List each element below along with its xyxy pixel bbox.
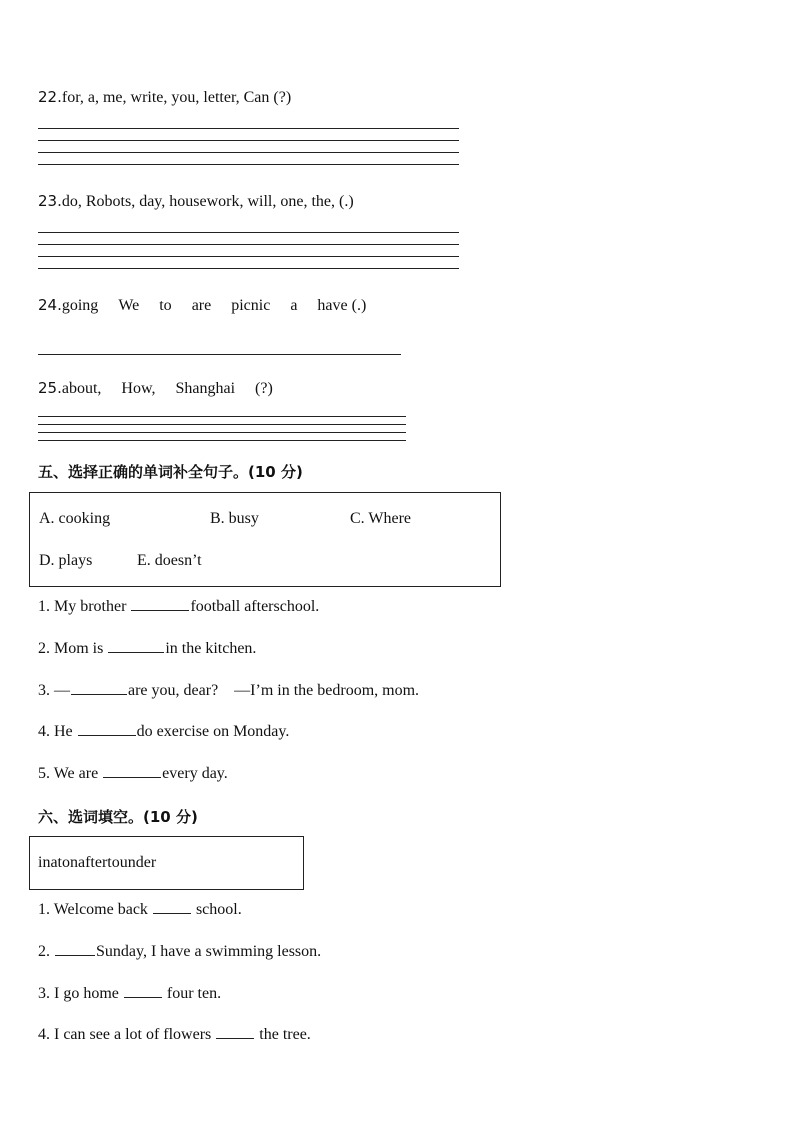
question-number: 22. [38,88,62,106]
word: going [61,297,99,314]
word: We [118,297,140,314]
answer-line[interactable] [38,440,406,441]
item-text: do exercise on Monday. [136,723,290,740]
answer-line[interactable] [38,128,459,129]
blank[interactable] [108,651,164,653]
fill-item [38,1026,311,1044]
blank[interactable] [78,734,136,736]
fill-item [38,985,221,1003]
item-text: 1. My brother [38,598,131,615]
option: A. cooking [39,510,111,527]
answer-line[interactable] [38,256,459,257]
answer-line[interactable] [38,424,406,425]
blank[interactable] [216,1037,254,1039]
item-text: 4. He [38,723,77,740]
question-prompt: for, a, me, write, you, letter, Can (?) [61,89,292,106]
blank[interactable] [131,609,189,611]
item-text: 2. Mom is [38,640,108,657]
word: Shanghai [175,380,236,397]
question-23 [38,192,354,211]
item-text: 3. — [38,682,70,699]
blank[interactable] [124,996,162,998]
item-text: in the kitchen. [165,640,257,657]
item-text: every day. [162,765,228,782]
item-text: school. [191,901,242,918]
option: C. Where [350,510,412,527]
question-24 [38,296,386,315]
answer-line[interactable] [38,140,459,141]
item-text: the tree. [255,1026,311,1043]
fill-item [38,943,321,961]
fill-item [38,640,256,658]
blank[interactable] [103,776,161,778]
section-title: 六、选词填空。(10 分) [38,808,198,826]
question-number: 23. [38,192,62,210]
word: have (.) [317,297,367,314]
item-text: four ten. [162,985,222,1002]
word-bank-box [29,836,304,890]
item-text: Sunday, I have a swimming lesson. [96,943,322,960]
word: picnic [231,297,271,314]
fill-item [38,765,228,783]
answer-line[interactable] [38,432,406,433]
answer-line[interactable] [38,416,406,417]
question-22 [38,88,291,107]
word: are [191,297,212,314]
word: to [159,297,172,314]
item-text: football afterschool. [190,598,320,615]
item-text: 4. I can see a lot of flowers [38,1026,216,1043]
options-box [29,492,501,587]
option: D. plays [39,552,93,569]
answer-line[interactable] [38,244,459,245]
option: E. doesn’t [137,552,202,569]
fill-item [38,598,319,616]
blank[interactable] [71,693,127,695]
option: B. busy [210,510,259,527]
item-text: 1. Welcome back [38,901,152,918]
blank[interactable] [55,954,95,956]
fill-item [38,723,289,741]
answer-line[interactable] [38,152,459,153]
word: How, [121,380,156,397]
item-text: 2. [38,943,54,960]
section-title: 五、选择正确的单词补全句子。(10 分) [38,463,303,481]
word-bank: inatonaftertounder [38,854,157,871]
question-25 [38,379,293,398]
question-number: 25. [38,379,62,397]
answer-line[interactable] [38,354,401,355]
word: (?) [255,380,273,397]
question-number: 24. [38,296,62,314]
item-text: are you, dear? —I’m in the bedroom, mom. [128,682,420,699]
answer-line[interactable] [38,268,459,269]
item-text: 3. I go home [38,985,123,1002]
answer-line[interactable] [38,232,459,233]
question-prompt: do, Robots, day, housework, will, one, the, (.) [61,193,354,210]
word: a [290,297,298,314]
answer-line[interactable] [38,164,459,165]
fill-item [38,682,419,700]
blank[interactable] [153,912,191,914]
word: about, [61,380,102,397]
item-text: 5. We are [38,765,103,782]
fill-item [38,901,242,919]
